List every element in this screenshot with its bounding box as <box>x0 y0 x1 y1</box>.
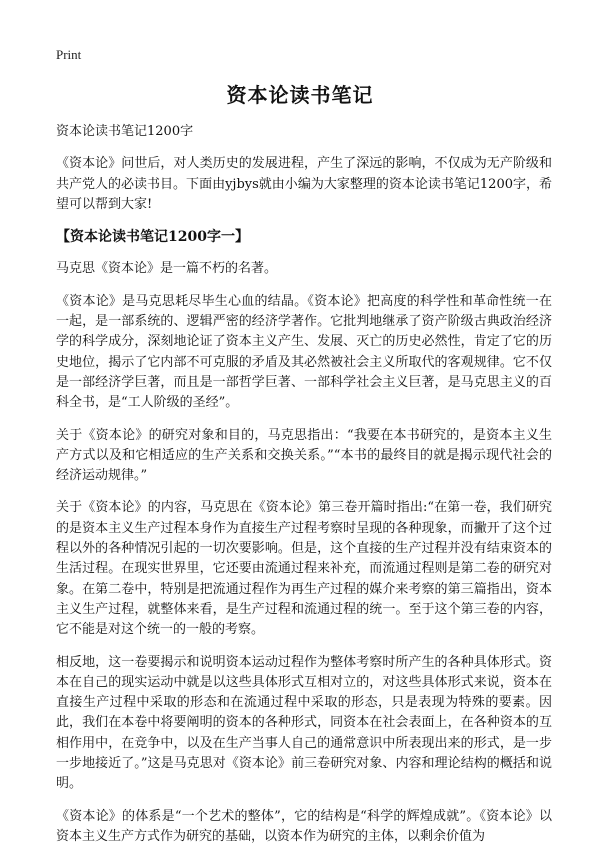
article-subtitle: 资本论读书笔记1200字 <box>56 124 194 139</box>
article-body <box>56 122 552 859</box>
body-paragraph: 相反地，这一卷要揭示和说明资本运动过程作为整体考察时所产生的各种具体形式。资本在自己的现实运动中就是以这些具体形式互相对立的，对这些具体形式来说，资本在直接生产过程中采取的形态和在流通过程中采取的形态，只是表现为特殊的要素。因此，我们在本卷中将要阐明的资本的各种形式，同资本在社会表面上，在各种资本的互相作用中，在竞争中，以及在生产当事人自己的通常意识中所表现出来的形式，是一步一步地接近了。”这是马克思对《资本论》前三卷研究对象、内容和理论结构的概括和说明。 <box>56 654 552 792</box>
intro-paragraph: 《资本论》问世后，对人类历史的发展进程，产生了深远的影响，不仅成为无产阶级和共产党人的必读书目。下面由yjbys就由小编为大家整理的资本论读书笔记1200字，希望可以帮到大家! <box>56 156 553 212</box>
body-paragraph: 马克思《资本论》是一篇不朽的名著。 <box>56 261 278 277</box>
body-paragraph: 关于《资本论》的研究对象和目的，马克思指出：“我要在本书研究的，是资本主义生产方式以及和它相适应的生产关系和交换关系。”“本书的最终目的就是揭示现代社会的经济运动规律。” <box>56 427 552 484</box>
body-paragraph: 关于《资本论》的内容，马克思在《资本论》第三卷开篇时指出:“在第一卷，我们研究的是资本主义生产过程本身作为直接生产过程考察时呈现的各种现象，而撇开了这个过程以外的各种情况引起的一切次要影响。但是，这个直接的生产过程并没有结束资本的生活过程。在现实世界里，它还要由流通过程来补充，而流通过程则是第二卷的研究对象。在第二卷中，特别是把流通过程作为再生产过程的媒介来考察的第三篇指出，资本主义生产过程，就整体来看，是生产过程和流通过程的统一。至于这个第三卷的内容，它不能是对这个统一的一般的考察。 <box>56 500 552 638</box>
body-paragraph: 《资本论》的体系是“一个艺术的整体”，它的结构是“科学的辉煌成就”。《资本论》以资本主义生产方式作为研究的基础，以资本作为研究的主体，以剩余价值为 <box>56 808 552 844</box>
page-title: 资本论读书笔记 <box>226 83 374 107</box>
section-heading: 【资本论读书笔记1200字一】 <box>56 229 249 246</box>
body-paragraph: 《资本论》是马克思耗尽毕生心血的结晶。《资本论》把高度的科学性和革命性统一在一起，是一部系统的、逻辑严密的经济学著作。它批判地继承了资产阶级古典政治经济学的科学成分，深刻地论证了资本主义产生、发展、灭亡的历史必然性，肯定了它的历史地位，揭示了它内部不可克服的矛盾及其必然被社会主义所取代的客观规律。它不仅是一部经济学巨著，而且是一部哲学巨著、一部科学社会主义巨著，是马克思主义的百科全书，是“工人阶级的圣经”。 <box>56 293 552 411</box>
print-link[interactable]: Print <box>56 47 82 62</box>
